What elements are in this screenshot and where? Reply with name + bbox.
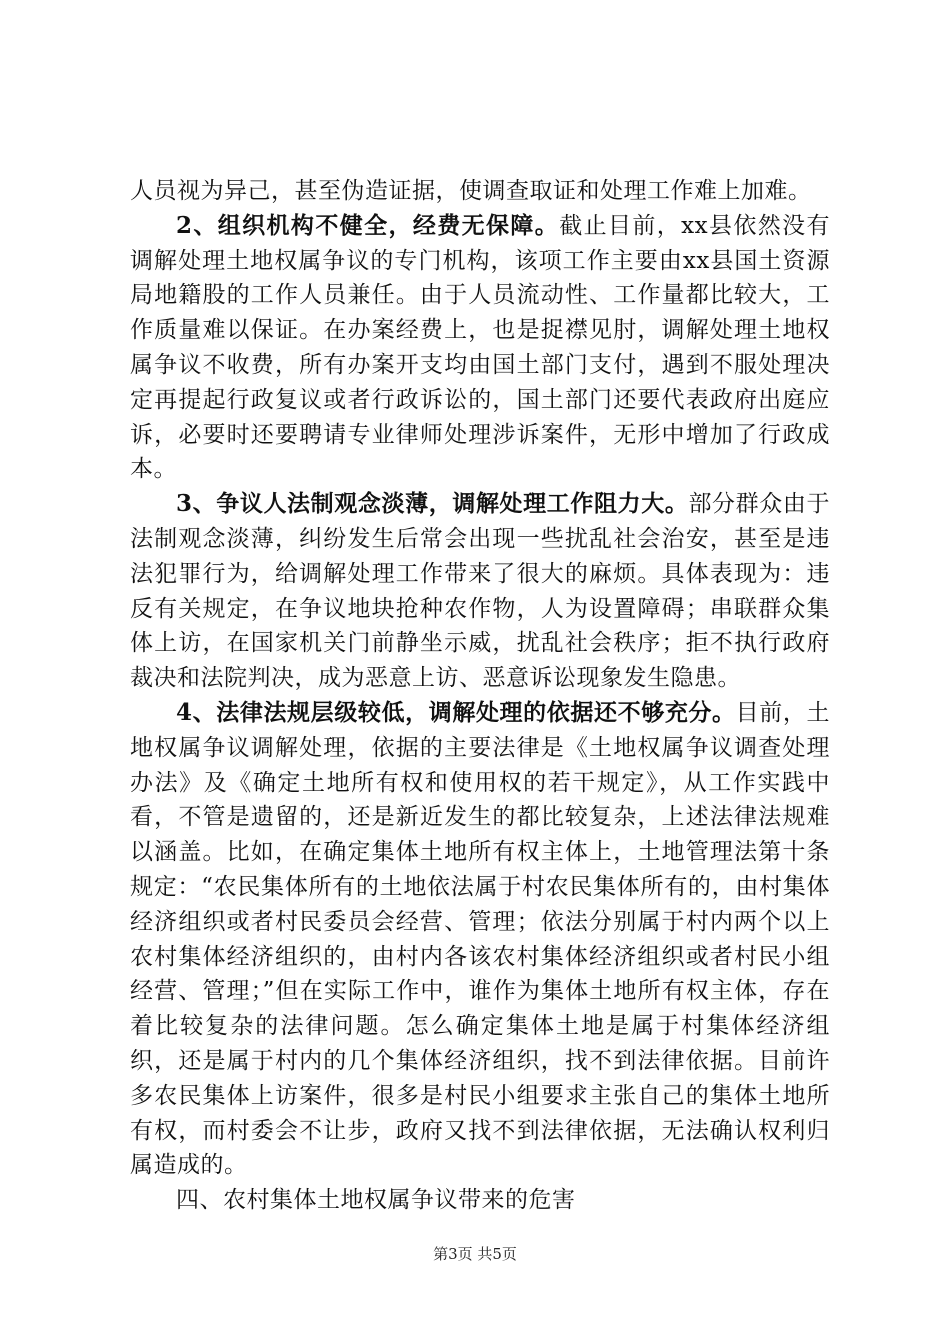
paragraph-text: 目前，土地权属争议调解处理，依据的主要法律是《土地权属争议调查处理办法》及《确定土地所有权和使用权的若干规定》，从工作实践中看，不管是遗留的，还是新近发生的都比较复杂，上述法律法规难以涵盖。比如，在确定集体土地所有权主体上，土地管理法第十条规定：“农民集体所有的土地依法属于村农民集体所有的，由村集体经济组织或者村民委员会经营、管理；依法分别属于村内两个以上农村集体经济组织的，由村内各该农村集体经济组织或者村民小组经营、管理；”但在实际工作中，谁作为集体土地所有权主体，存在着比较复杂的法律问题。怎么确定集体土地是属于村集体经济组织，还是属于村内的几个集体经济组织，找不到法律依据。目前许多农民集体上访案件，很多是村民小组要求主张自己的集体土地所有权，而村委会不让步，政府又找不到法律依据，无法确认权利归属造成的。	[130, 699, 830, 1179]
page-number-label: 第3页 共5页	[433, 1245, 517, 1263]
paragraph-continuation	[130, 174, 830, 209]
paragraph-heading: 3、争议人法制观念淡薄，调解处理工作阻力大。	[176, 490, 689, 518]
paragraph-heading: 4、法律法规层级较低，调解处理的依据还不够充分。	[176, 698, 736, 726]
document-body	[130, 174, 830, 1218]
paragraph-item-4	[130, 696, 830, 1183]
paragraph-item-2	[130, 209, 830, 487]
page-footer	[0, 1244, 950, 1264]
paragraph-text: 部分群众由于法制观念淡薄，纠纷发生后常会出现一些扰乱社会治安，甚至是违法犯罪行为，给调解处理工作带来了很大的麻烦。具体表现为：违反有关规定，在争议地块抢种农作物，人为设置障碍；串联群众集体上访，在国家机关门前静坐示威，扰乱社会秩序；拒不执行政府裁决和法院判决，成为恶意上访、恶意诉讼现象发生隐患。	[130, 491, 830, 692]
section-heading	[130, 1183, 830, 1218]
paragraph-text: 截止目前，xx县依然没有调解处理土地权属争议的专门机构，该项工作主要由xx县国土资源局地籍股的工作人员兼任。由于人员流动性、工作量都比较大，工作质量难以保证。在办案经费上，也是捉襟见肘，调解处理土地权属争议不收费，所有办案开支均由国土部门支付，遇到不服处理决定再提起行政复议或者行政诉讼的，国土部门还要代表政府出庭应诉，必要时还要聘请专业律师处理涉诉案件，无形中增加了行政成本。	[130, 212, 830, 483]
section-heading-text: 四、农村集体土地权属争议带来的危害	[176, 1187, 576, 1214]
paragraph-heading: 2、组织机构不健全，经费无保障。	[176, 211, 560, 239]
paragraph-item-3	[130, 487, 830, 696]
paragraph-text: 人员视为异己，甚至伪造证据，使调查取证和处理工作难上加难。	[130, 178, 812, 204]
